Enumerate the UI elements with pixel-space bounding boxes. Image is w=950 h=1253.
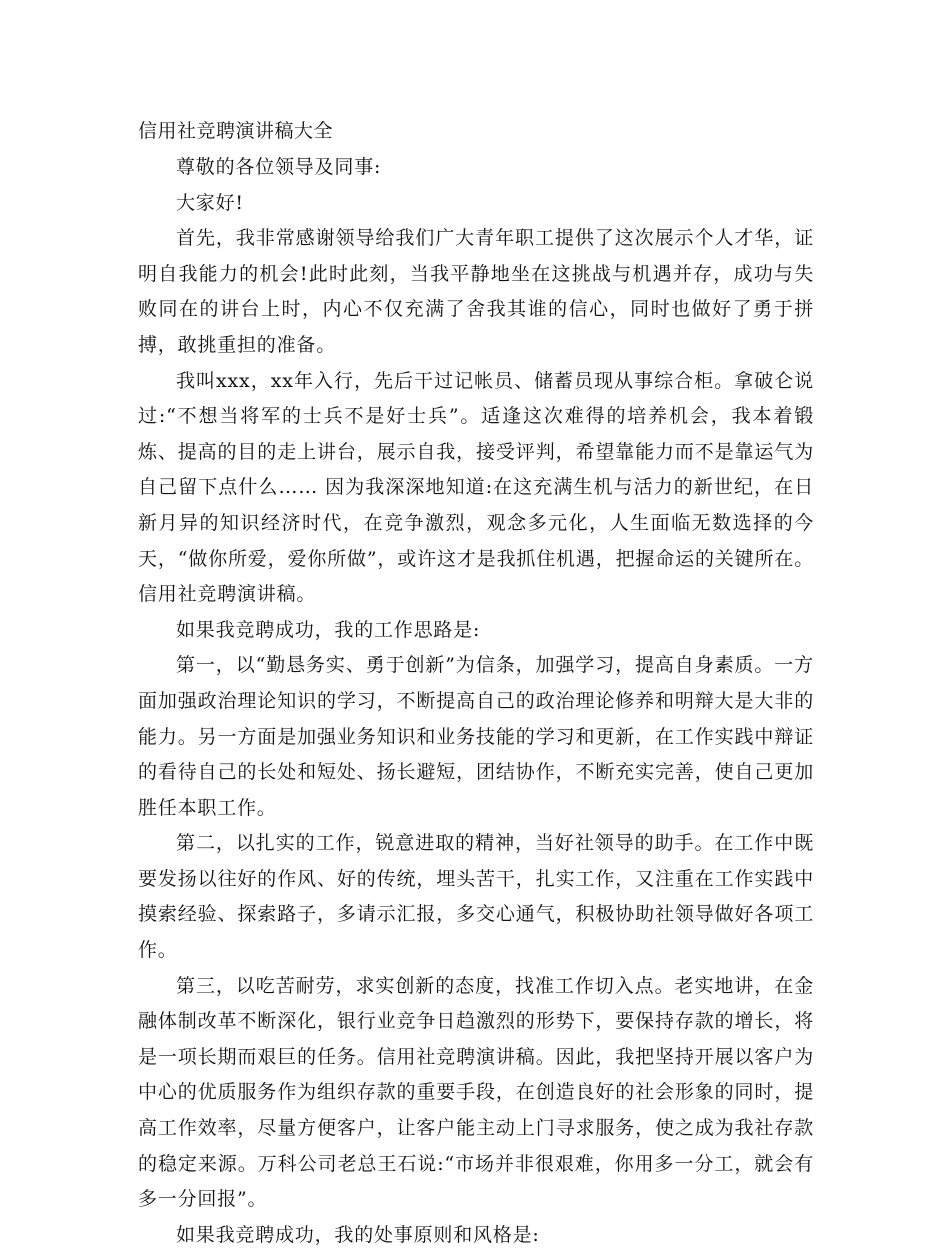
document-body — [138, 150, 814, 1253]
body-paragraph: 如果我竞聘成功，我的处事原则和风格是: — [176, 1223, 540, 1246]
document-title: 信用社竞聘演讲稿大全 — [138, 120, 334, 142]
salutation-paragraph: 尊敬的各位领导及同事: — [176, 156, 382, 178]
body-paragraph: 第二，以扎实的工作，锐意进取的精神，当好社领导的助手。在工作中既要发扬以往好的作风、好的传统，埋头苦干，扎实工作，又注重在工作实践中摸索经验、探索路子，多请示汇报，多交心通气，积极协助社领导做好各项工作。 — [138, 832, 814, 962]
greeting-paragraph: 大家好! — [176, 191, 244, 214]
body-paragraph: 第一，以“勤恳务实、勇于创新”为信条，加强学习，提高自身素质。一方面加强政治理论知识的学习，不断提高自己的政治理论修养和明辩大是大非的能力。另一方面是加强业务知识和业务技能的学习和更新，在工作实践中辩证的看待自己的长处和短处、扬长避短，团结协作，不断充实完善，使自己更加胜任本职工作。 — [138, 654, 814, 819]
body-paragraph: 如果我竞聘成功，我的工作思路是: — [176, 618, 481, 641]
body-paragraph: 第三，以吃苦耐劳，求实创新的态度，找准工作切入点。老实地讲，在金融体制改革不断深化，银行业竞争日趋激烈的形势下，要保持存款的增长，将是一项长期而艰巨的任务。信用社竞聘演讲稿。因此，我把坚持开展以客户为中心的优质服务作为组织存款的重要手段，在创造良好的社会形象的同时，提高工作效率，尽量方便客户，让客户能主动上门寻求服务，使之成为我社存款的稳定来源。万科公司老总王石说:“市场并非很艰难，你用多一分工，就会有多一分回报”。 — [138, 974, 814, 1211]
body-paragraph: 我叫xxx，xx年入行，先后干过记帐员、储蓄员现从事综合柜。拿破仑说过:“不想当将军的士兵不是好士兵”。适逢这次难得的培养机会，我本着锻炼、提高的目的走上讲台，展示自我，接受评判，希望靠能力而不是靠运气为自己留下点什么…… 因为我深深地知道:在这充满生机与活力的新世纪，在日新月异的知识经济时代，在竞争激烈，观念多元化，人生面临无数选择的今天，“做你所爱，爱你所做”，或许这才是我抓住机遇，把握命运的关键所在。信用社竞聘演讲稿。 — [138, 369, 814, 606]
body-paragraph: 首先，我非常感谢领导给我们广大青年职工提供了这次展示个人才华，证明自我能力的机会!此时此刻，当我平静地坐在这挑战与机遇并存，成功与失败同在的讲台上时，内心不仅充满了舍我其谁的信心，同时也做好了勇于拼搏，敢挑重担的准备。 — [138, 227, 814, 356]
